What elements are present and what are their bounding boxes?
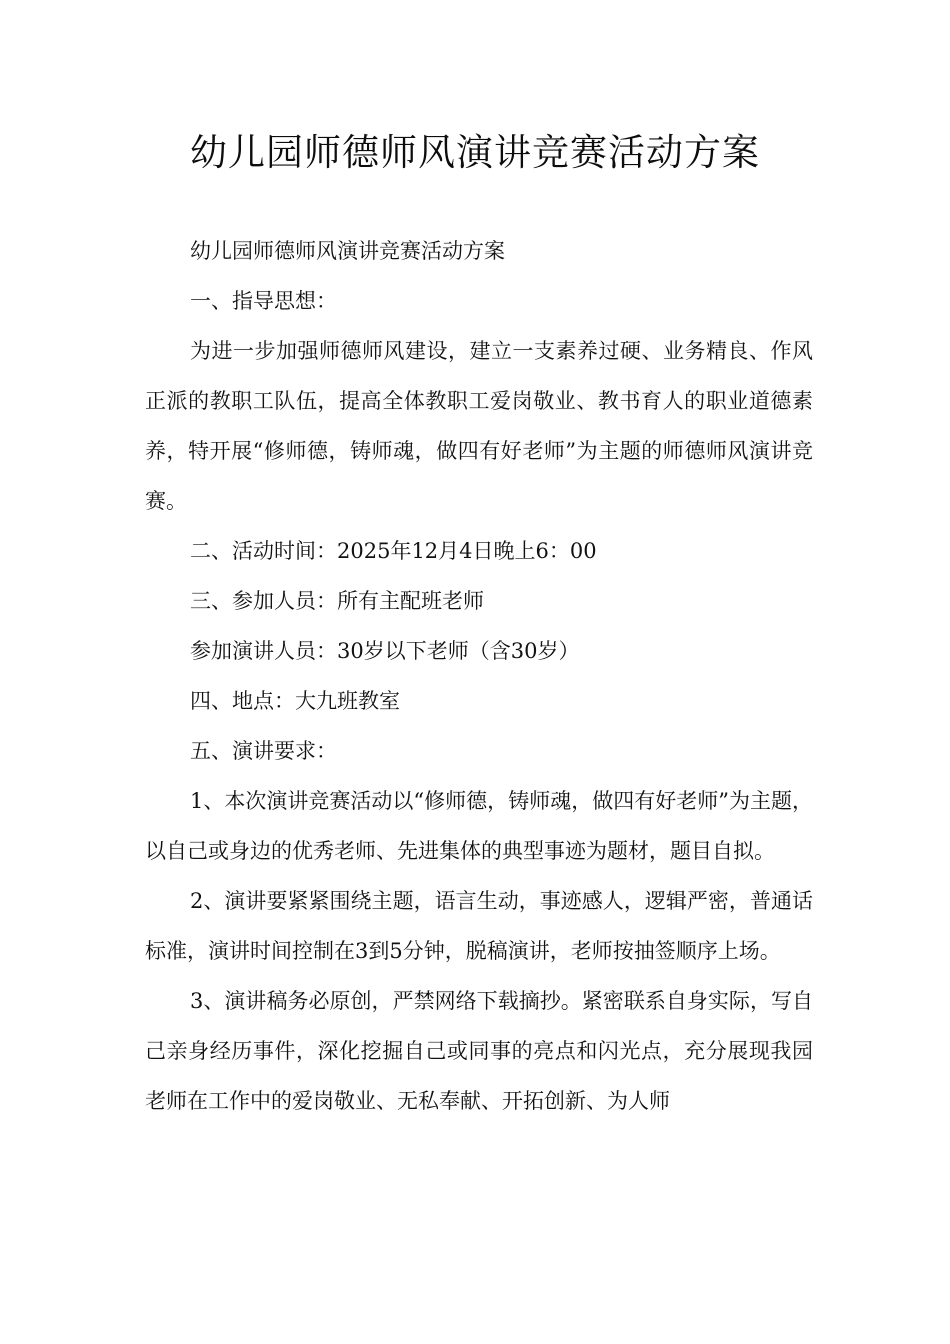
- paragraph-section-1-heading: 一、指导思想：: [190, 289, 337, 313]
- paragraph-requirement-2: 2、演讲要紧紧围绕主题，语言生动，事迹感人，逻辑严密，普通话标准，演讲时间控制在3到5分钟，脱稿演讲，老师按抽签顺序上场。: [145, 889, 813, 963]
- paragraph-requirement-3: 3、演讲稿务必原创，严禁网络下载摘抄。紧密联系自身实际，写自己亲身经历事件，深化挖掘自己或同事的亮点和闪光点，充分展现我园老师在工作中的爱岗敬业、无私奉献、开拓创新、为人师: [145, 989, 813, 1113]
- paragraph-section-5-heading: 五、演讲要求：: [190, 739, 337, 763]
- paragraph-subtitle: 幼儿园师德师风演讲竞赛活动方案: [190, 239, 505, 263]
- document-body: [145, 226, 813, 1126]
- paragraph-requirement-1: 1、本次演讲竞赛活动以“修师德，铸师魂，做四有好老师”为主题，以自己或身边的优秀老师、先进集体的典型事迹为题材，题目自拟。: [145, 789, 813, 863]
- paragraph-location: 四、地点：大九班教室: [190, 689, 400, 713]
- document-title: 幼儿园师德师风演讲竞赛活动方案: [190, 131, 760, 174]
- paragraph-guiding-thought: 为进一步加强师德师风建设，建立一支素养过硬、业务精良、作风正派的教职工队伍，提高全体教职工爱岗敬业、教书育人的职业道德素养，特开展“修师德，铸师魂，做四有好老师”为主题的师德师风演讲竞赛。: [145, 339, 813, 513]
- paragraph-participants: 三、参加人员：所有主配班老师: [190, 589, 484, 613]
- paragraph-speakers: 参加演讲人员：30岁以下老师（含30岁）: [190, 639, 580, 663]
- paragraph-activity-time: 二、活动时间：2025年12月4日晚上6：00: [190, 539, 597, 563]
